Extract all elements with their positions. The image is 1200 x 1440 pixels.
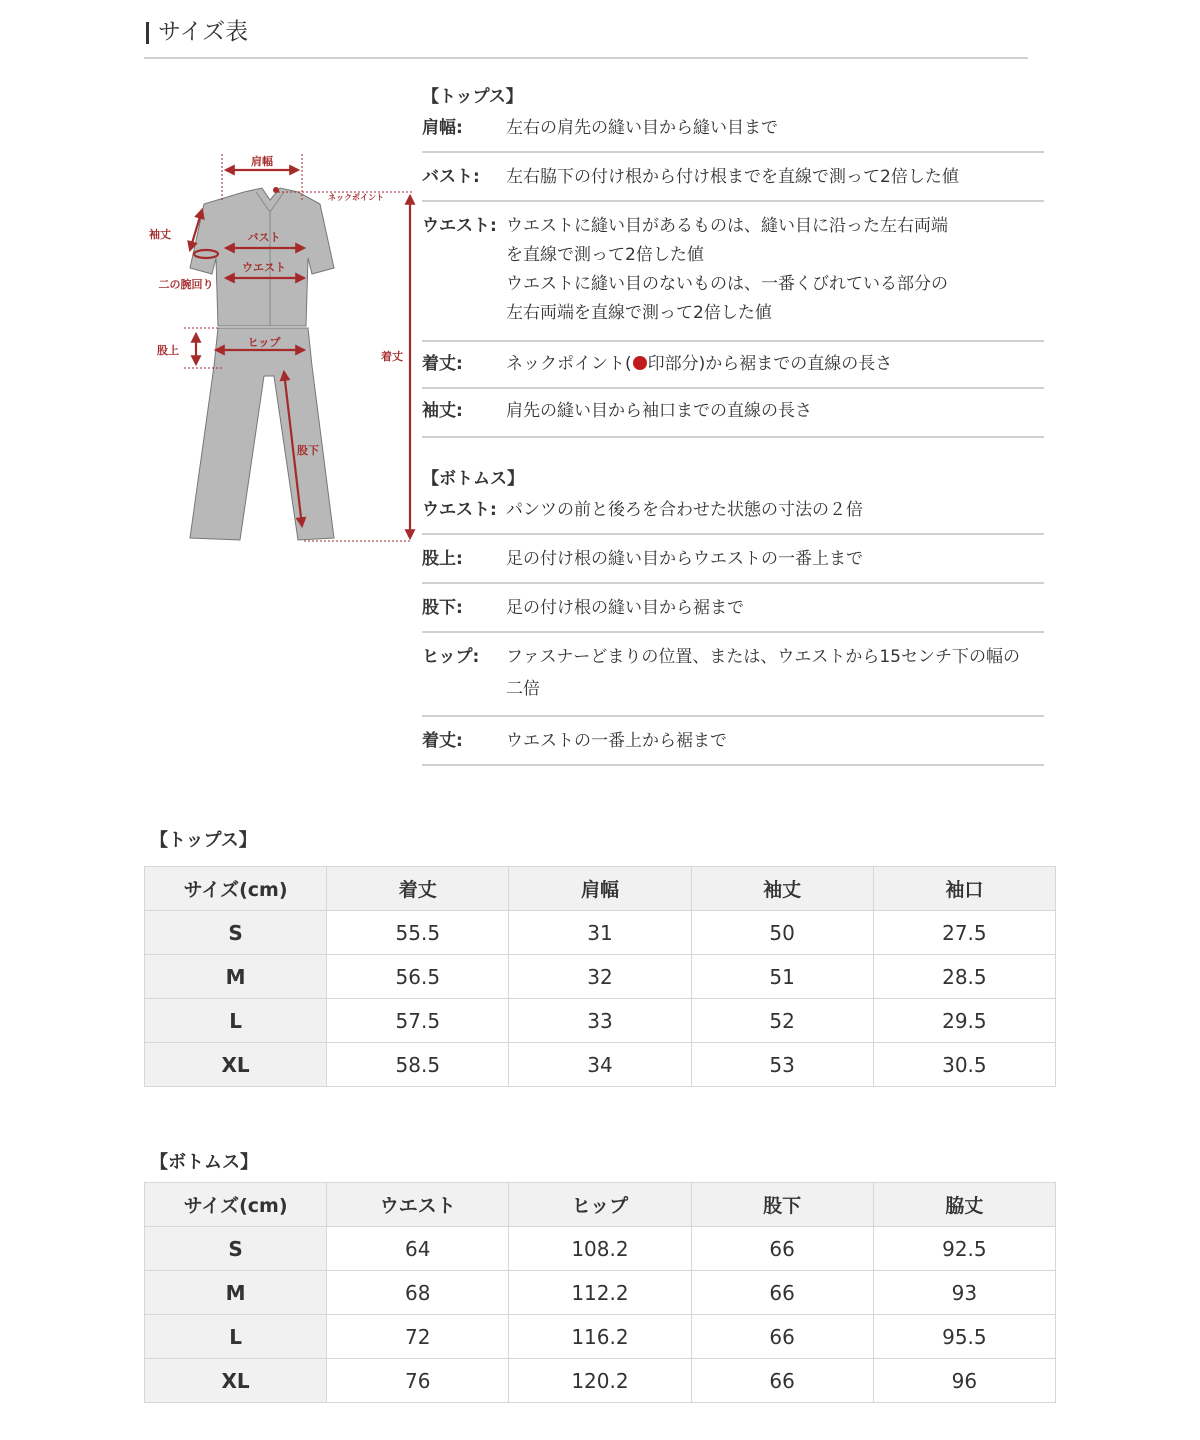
def-line: 左右脇下の付け根から付け根までを直線で測って2倍した値 bbox=[506, 167, 959, 187]
table-cell: 116.2 bbox=[509, 1315, 691, 1359]
tops-definitions-heading: 【トップス】 bbox=[422, 87, 523, 107]
table-header-row bbox=[145, 867, 1056, 911]
table-row bbox=[145, 1271, 1056, 1315]
table-header-cell: 脇丈 bbox=[873, 1183, 1055, 1227]
table-header-cell: ウエスト bbox=[327, 1183, 509, 1227]
page-title-text: サイズ表 bbox=[158, 19, 249, 45]
label-neck-point: ネックポイント bbox=[328, 193, 384, 202]
table-cell: 32 bbox=[509, 955, 691, 999]
table-cell: 28.5 bbox=[873, 955, 1055, 999]
table-cell: 53 bbox=[691, 1043, 873, 1087]
table-row bbox=[145, 999, 1056, 1043]
def-desc bbox=[506, 114, 1044, 143]
def-line: ウエストの一番上から裾まで bbox=[506, 731, 727, 751]
def-line: ウエストに縫い目があるものは、縫い目に沿った左右両端 bbox=[506, 216, 948, 236]
label-upper-arm: 二の腕回り bbox=[158, 278, 214, 291]
table-cell: 31 bbox=[509, 911, 691, 955]
table-cell: 52 bbox=[691, 999, 873, 1043]
def-term: バスト: bbox=[422, 167, 480, 187]
table-header-cell: 股下 bbox=[691, 1183, 873, 1227]
size-label-cell: S bbox=[145, 1227, 327, 1271]
table-row bbox=[145, 911, 1056, 955]
def-row-bottom-waist bbox=[422, 492, 1044, 535]
table-cell: 57.5 bbox=[327, 999, 509, 1043]
def-row-length bbox=[422, 342, 1044, 389]
table-header-cell: 袖丈 bbox=[691, 867, 873, 911]
table-cell: 95.5 bbox=[873, 1315, 1055, 1359]
table-row bbox=[145, 1043, 1056, 1087]
def-row-rise bbox=[422, 535, 1044, 584]
pants-shape bbox=[190, 328, 334, 540]
def-desc bbox=[506, 397, 1044, 426]
table-cell: 92.5 bbox=[873, 1227, 1055, 1271]
size-label-cell: L bbox=[145, 999, 327, 1043]
def-line: 二倍 bbox=[506, 679, 540, 699]
label-bust: バスト bbox=[247, 231, 281, 244]
def-desc bbox=[506, 496, 1044, 525]
def-desc bbox=[506, 350, 1044, 379]
table-cell: 27.5 bbox=[873, 911, 1055, 955]
def-line: 左右両端を直線で測って2倍した値 bbox=[506, 303, 772, 323]
table-cell: 33 bbox=[509, 999, 691, 1043]
def-term: ウエスト: bbox=[422, 500, 497, 520]
def-desc bbox=[506, 545, 1044, 574]
table-cell: 72 bbox=[327, 1315, 509, 1359]
label-inseam: 股下 bbox=[297, 444, 319, 457]
table-header-cell: 袖口 bbox=[873, 867, 1055, 911]
def-desc bbox=[506, 212, 1044, 328]
table-cell: 112.2 bbox=[509, 1271, 691, 1315]
table-row bbox=[145, 1359, 1056, 1403]
table-header-cell: ヒップ bbox=[509, 1183, 691, 1227]
table-header-row bbox=[145, 1183, 1056, 1227]
size-label-cell: XL bbox=[145, 1359, 327, 1403]
def-row-hip bbox=[422, 633, 1044, 717]
table-header-cell: 着丈 bbox=[327, 867, 509, 911]
table-cell: 55.5 bbox=[327, 911, 509, 955]
table-cell: 66 bbox=[691, 1359, 873, 1403]
label-sleeve: 袖丈 bbox=[149, 228, 171, 241]
def-term: 袖丈: bbox=[422, 401, 463, 421]
def-row-inseam bbox=[422, 584, 1044, 633]
table-cell: 120.2 bbox=[509, 1359, 691, 1403]
table-cell: 66 bbox=[691, 1271, 873, 1315]
table-cell: 96 bbox=[873, 1359, 1055, 1403]
def-term: ヒップ: bbox=[422, 647, 480, 667]
def-term: 着丈: bbox=[422, 354, 463, 374]
table-cell: 56.5 bbox=[327, 955, 509, 999]
table-cell: 58.5 bbox=[327, 1043, 509, 1087]
table-row bbox=[145, 955, 1056, 999]
def-term: 股上: bbox=[422, 549, 463, 569]
table-cell: 68 bbox=[327, 1271, 509, 1315]
def-line: ネックポイント( bbox=[506, 354, 632, 374]
def-row-shoulder bbox=[422, 110, 1044, 153]
table-cell: 66 bbox=[691, 1227, 873, 1271]
def-desc bbox=[506, 727, 1044, 756]
def-line: 足の付け根の縫い目からウエストの一番上まで bbox=[506, 549, 863, 569]
def-line: ウエストに縫い目のないものは、一番くびれている部分の bbox=[506, 274, 948, 294]
table-row bbox=[145, 1315, 1056, 1359]
table-cell: 34 bbox=[509, 1043, 691, 1087]
def-term: 股下: bbox=[422, 598, 463, 618]
bottoms-size-table bbox=[144, 1182, 1056, 1403]
red-dot-icon bbox=[633, 356, 647, 370]
table-header-cell: サイズ(cm) bbox=[145, 1183, 327, 1227]
def-line: を直線で測って2倍した値 bbox=[506, 245, 704, 265]
def-term: 着丈: bbox=[422, 731, 463, 751]
def-line: 足の付け根の縫い目から裾まで bbox=[506, 598, 744, 618]
measurement-diagram bbox=[144, 140, 422, 550]
table-cell: 50 bbox=[691, 911, 873, 955]
def-line: 印部分)から裾までの直線の長さ bbox=[647, 354, 893, 374]
def-term: 肩幅: bbox=[422, 118, 463, 138]
def-row-bust bbox=[422, 153, 1044, 202]
tops-table-heading: 【トップス】 bbox=[150, 830, 257, 851]
size-label-cell: S bbox=[145, 911, 327, 955]
tops-size-table bbox=[144, 866, 1056, 1087]
table-cell: 64 bbox=[327, 1227, 509, 1271]
table-cell: 108.2 bbox=[509, 1227, 691, 1271]
size-label-cell: L bbox=[145, 1315, 327, 1359]
def-line: 肩先の縫い目から袖口までの直線の長さ bbox=[506, 401, 812, 421]
def-row-waist bbox=[422, 202, 1044, 342]
table-cell: 51 bbox=[691, 955, 873, 999]
label-waist: ウエスト bbox=[242, 261, 286, 274]
neck-point-dot bbox=[273, 187, 279, 193]
bottoms-definitions-heading: 【ボトムス】 bbox=[422, 469, 524, 489]
label-length: 着丈 bbox=[381, 350, 403, 363]
table-row bbox=[145, 1227, 1056, 1271]
def-desc bbox=[506, 594, 1044, 623]
bottoms-table-heading: 【ボトムス】 bbox=[150, 1152, 258, 1173]
title-divider bbox=[144, 57, 1028, 59]
size-label-cell: M bbox=[145, 955, 327, 999]
def-row-bottom-length bbox=[422, 717, 1044, 766]
table-cell: 93 bbox=[873, 1271, 1055, 1315]
def-desc bbox=[506, 641, 1044, 705]
size-label-cell: XL bbox=[145, 1043, 327, 1087]
def-line: パンツの前と後ろを合わせた状態の寸法の２倍 bbox=[506, 500, 863, 520]
table-cell: 76 bbox=[327, 1359, 509, 1403]
table-cell: 66 bbox=[691, 1315, 873, 1359]
def-desc bbox=[506, 163, 1044, 192]
table-header-cell: 肩幅 bbox=[509, 867, 691, 911]
title-accent-bar bbox=[146, 22, 149, 44]
label-shoulder: 肩幅 bbox=[251, 155, 273, 168]
table-header-cell: サイズ(cm) bbox=[145, 867, 327, 911]
label-hip: ヒップ bbox=[247, 336, 281, 349]
size-label-cell: M bbox=[145, 1271, 327, 1315]
table-cell: 29.5 bbox=[873, 999, 1055, 1043]
table-cell: 30.5 bbox=[873, 1043, 1055, 1087]
measurement-definitions bbox=[422, 84, 1044, 766]
def-row-sleeve bbox=[422, 389, 1044, 438]
def-line: ファスナーどまりの位置、または、ウエストから15センチ下の幅の bbox=[506, 647, 1020, 667]
def-line: 左右の肩先の縫い目から縫い目まで bbox=[506, 118, 778, 138]
def-term: ウエスト: bbox=[422, 216, 497, 236]
label-rise: 股上 bbox=[157, 344, 179, 357]
